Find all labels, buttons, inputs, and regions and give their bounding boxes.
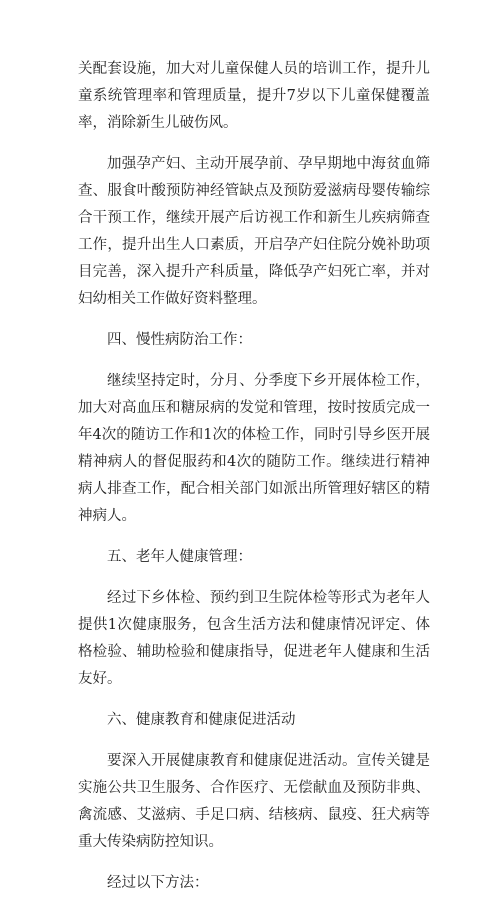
paragraph-methods-intro: 经过以下方法： — [107, 875, 209, 891]
paragraph-health-education: 要深入开展健康教育和健康促进活动。宣传关键是实施公共卫生服务、合作医疗、无偿献血及预防非典、禽流感、艾滋病、手足口病、结核病、鼠疫、狂犬病等重大传染病防控知识。 — [78, 753, 430, 850]
paragraph-chronic-disease: 继续坚持定时，分月、分季度下乡开展体检工作，加大对高血压和糖尿病的发觉和管理，按时按质完成一年4次的随访工作和1次的体检工作，同时引导乡医开展精神病人的督促服药和4次的随防工作。继续进行精神病人排查工作，配合相关部门如派出所管理好辖区的精神病人。 — [78, 373, 430, 524]
section-heading-elderly-health: 五、老年人健康管理： — [107, 549, 252, 565]
paragraph-elderly-health: 经过下乡体检、预约到卫生院体检等形式为老年人提供1次健康服务，包含生活方法和健康情况评定、体格检验、辅助检验和健康指导，促进老年人健康和生活友好。 — [78, 590, 430, 687]
section-heading-chronic-disease: 四、慢性病防治工作： — [107, 332, 252, 348]
paragraph-child-health: 关配套设施，加大对儿童保健人员的培训工作，提升儿童系统管理率和管理质量，提升7岁以下儿童保健覆盖率，消除新生儿破伤风。 — [78, 61, 430, 131]
document-page — [78, 56, 430, 897]
section-heading-health-education: 六、健康教育和健康促进活动 — [107, 712, 296, 728]
paragraph-maternal-health: 加强孕产妇、主动开展孕前、孕早期地中海贫血筛查、服食叶酸预防神经管缺点及预防爱滋病母婴传输综合干预工作，继续开展产后访视工作和新生儿疾病筛查工作，提升出生人口素质，开启孕产妇住院分娩补助项目完善，深入提升产科质量，降低孕产妇死亡率，并对妇幼相关工作做好资料整理。 — [78, 156, 430, 307]
